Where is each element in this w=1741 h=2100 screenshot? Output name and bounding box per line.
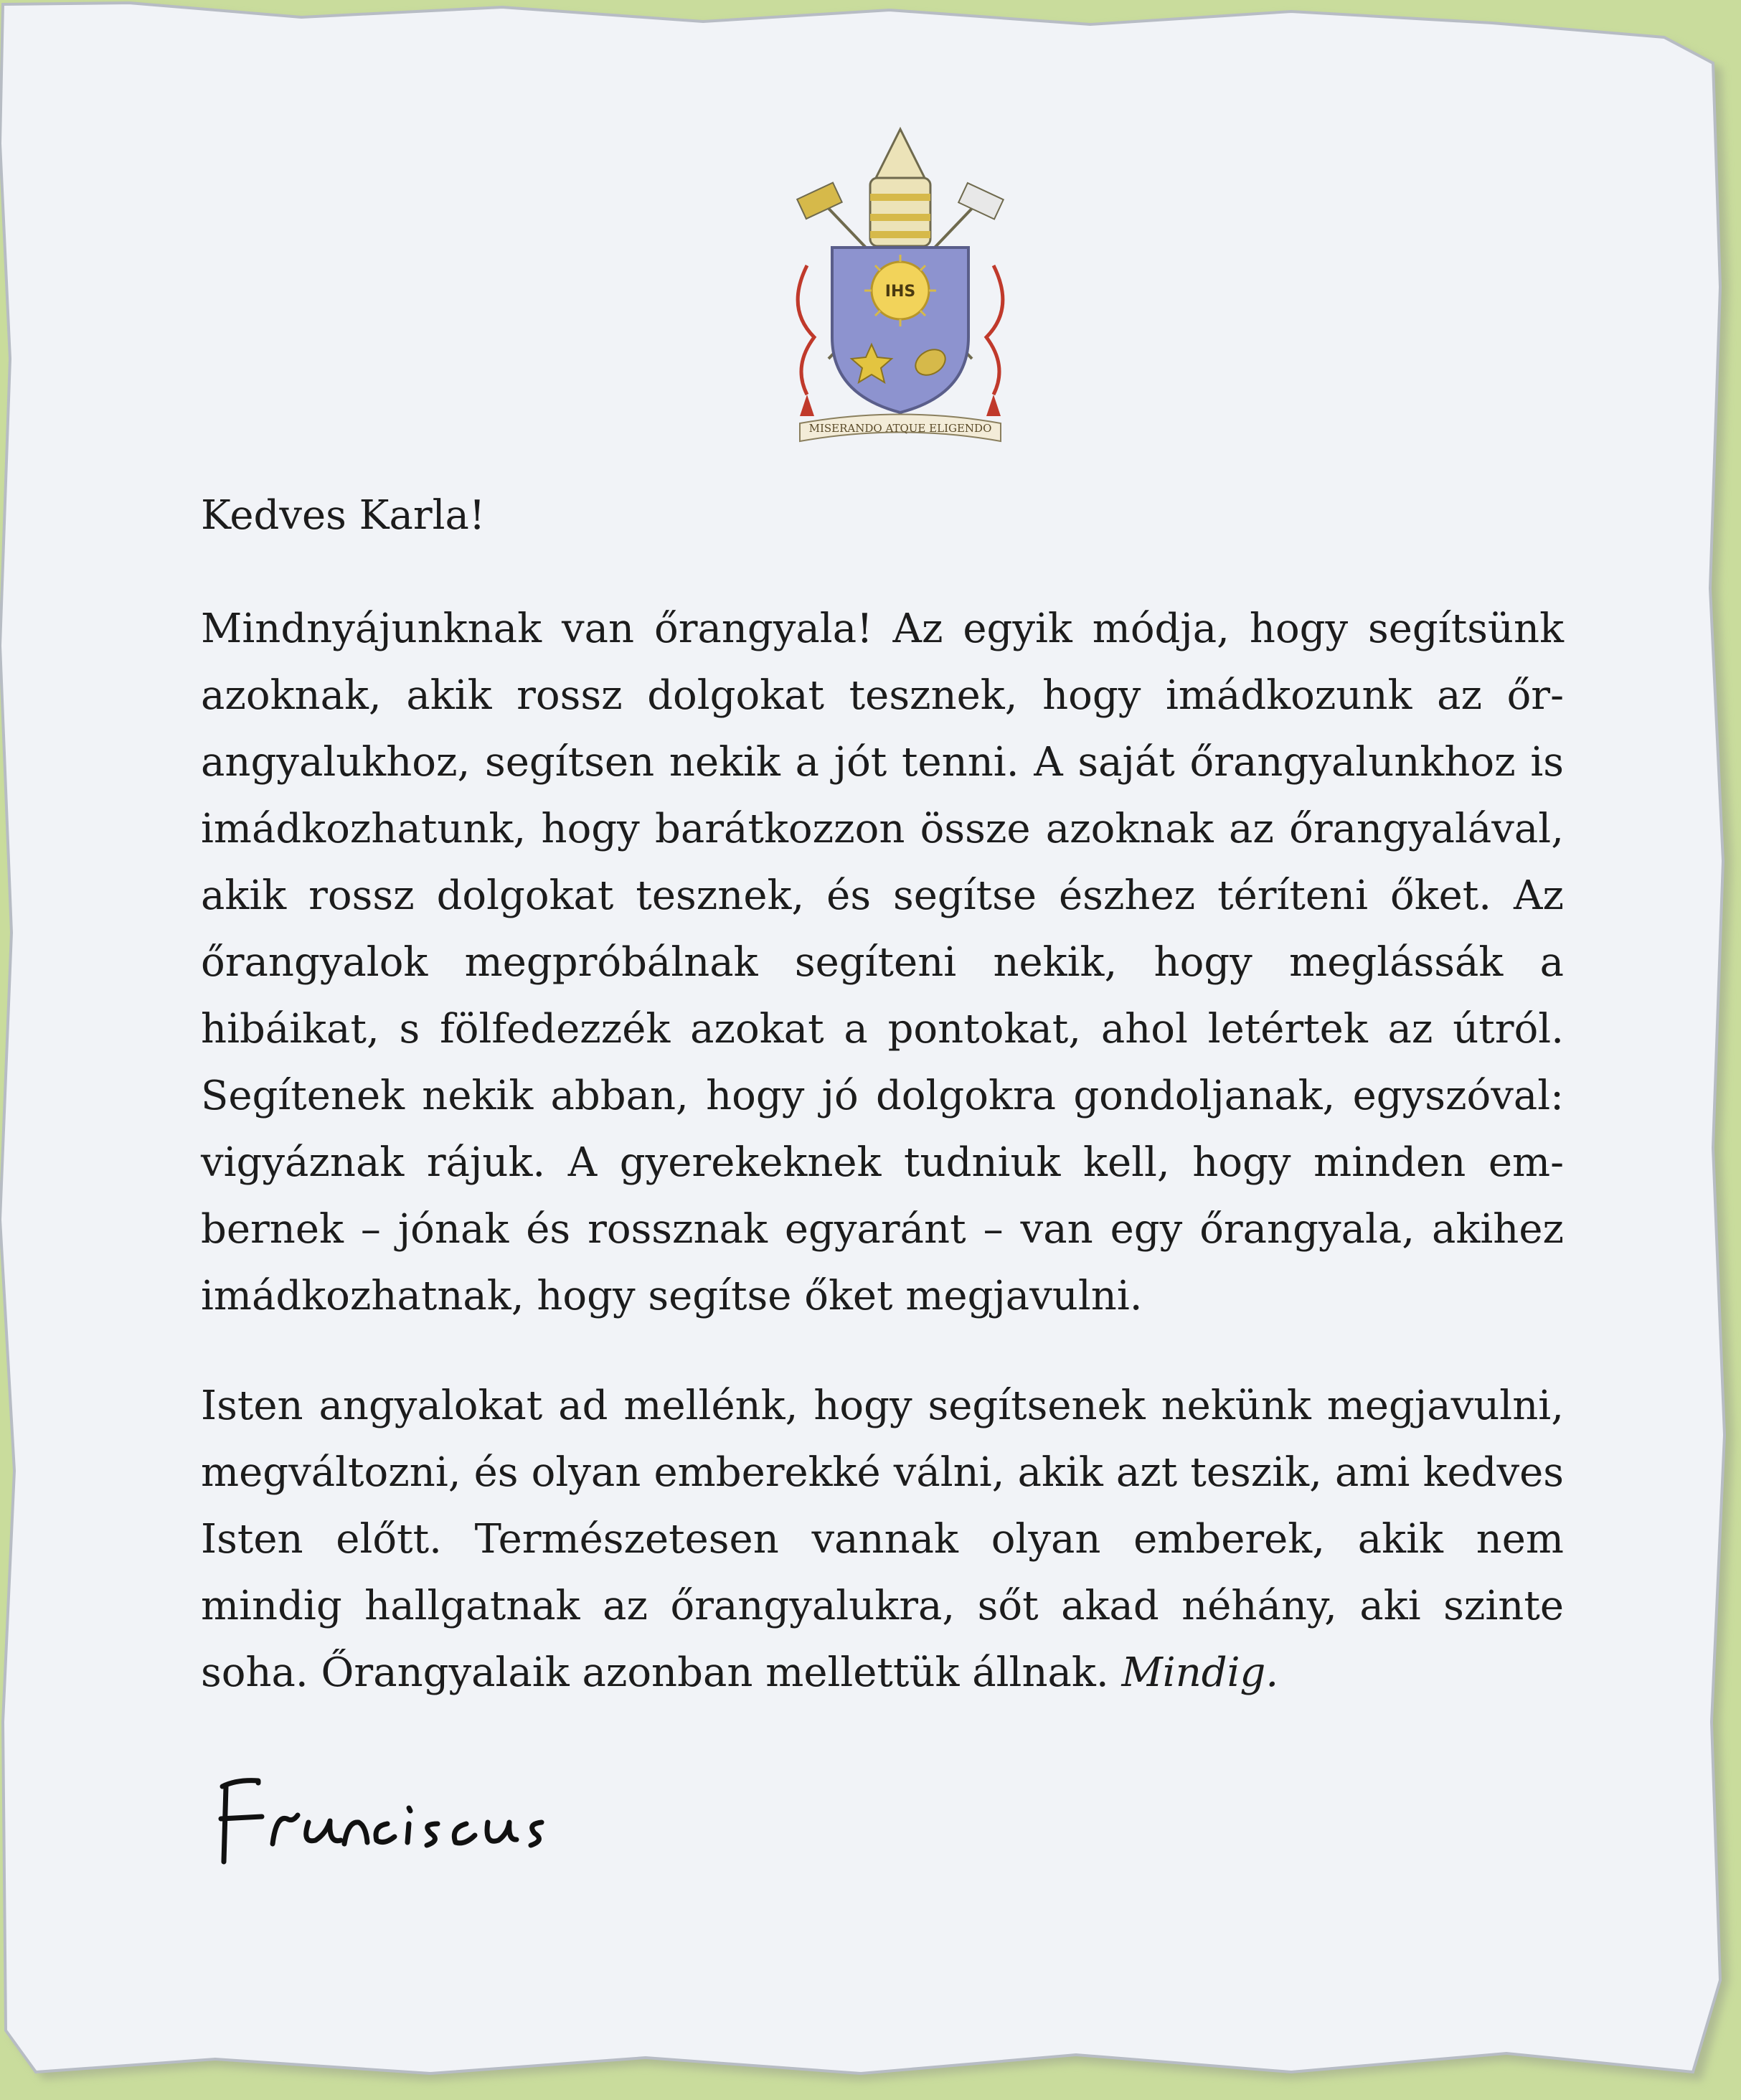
svg-text:IHS: IHS xyxy=(884,283,916,301)
letter-body xyxy=(201,488,1564,1749)
paragraph-1: Mindnyájunknak van őrangyala! Az egyik módja, hogy segítsünk azoknak, akik rossz dolgokat tesznek, hogy imádkozunk az őrangyalukhoz, segítsen nekik a jót tenni. A saját őrangyalunkhoz is imádkozhatunk, hogy barátkozzon össze azoknak az őrangyalával, akik rossz dolgokat tesznek, és segítse észhez téríteni őket. Az őrangyalok megpróbálnak segíteni nekik, hogy meglássák a hibáikat, s fölfedezzék azokat a pontokat, ahol letértek az útról. Segítenek nekik abban, hogy jó dolgokra gondoljanak, egyszóval: vigyáznak rájuk. A gyerekeknek tudniuk kell, hogy minden embernek – jónak és rossznak egyaránt – van egy őrangyala, akihez imádkozhatnak, hogy segítse őket megjavulni. xyxy=(201,606,1564,1319)
salutation: Kedves Karla! xyxy=(201,492,486,539)
crest-motto: MISERANDO ATQUE ELIGENDO xyxy=(808,422,992,435)
closing-italic: Mindig. xyxy=(1121,1649,1279,1696)
paragraph-2-text: Isten angyalokat ad mellénk, hogy segítsenek nekünk megjavulni, megváltozni, és olyan emberekké válni, akik azt teszik, ami kedves Isten előtt. Természetesen vannak olyan emberek, akik nem mindig hallgatnak az őrangyalukra, sőt akad néhány, aki szinte soha. Őrangyalaik azonban mellettük állnak. xyxy=(201,1383,1564,1696)
ihs-sun-icon xyxy=(864,255,936,326)
signature-franciscus xyxy=(208,1765,681,1873)
paragraph-2 xyxy=(201,1372,1564,1706)
papal-coat-of-arms-icon xyxy=(778,122,1022,452)
